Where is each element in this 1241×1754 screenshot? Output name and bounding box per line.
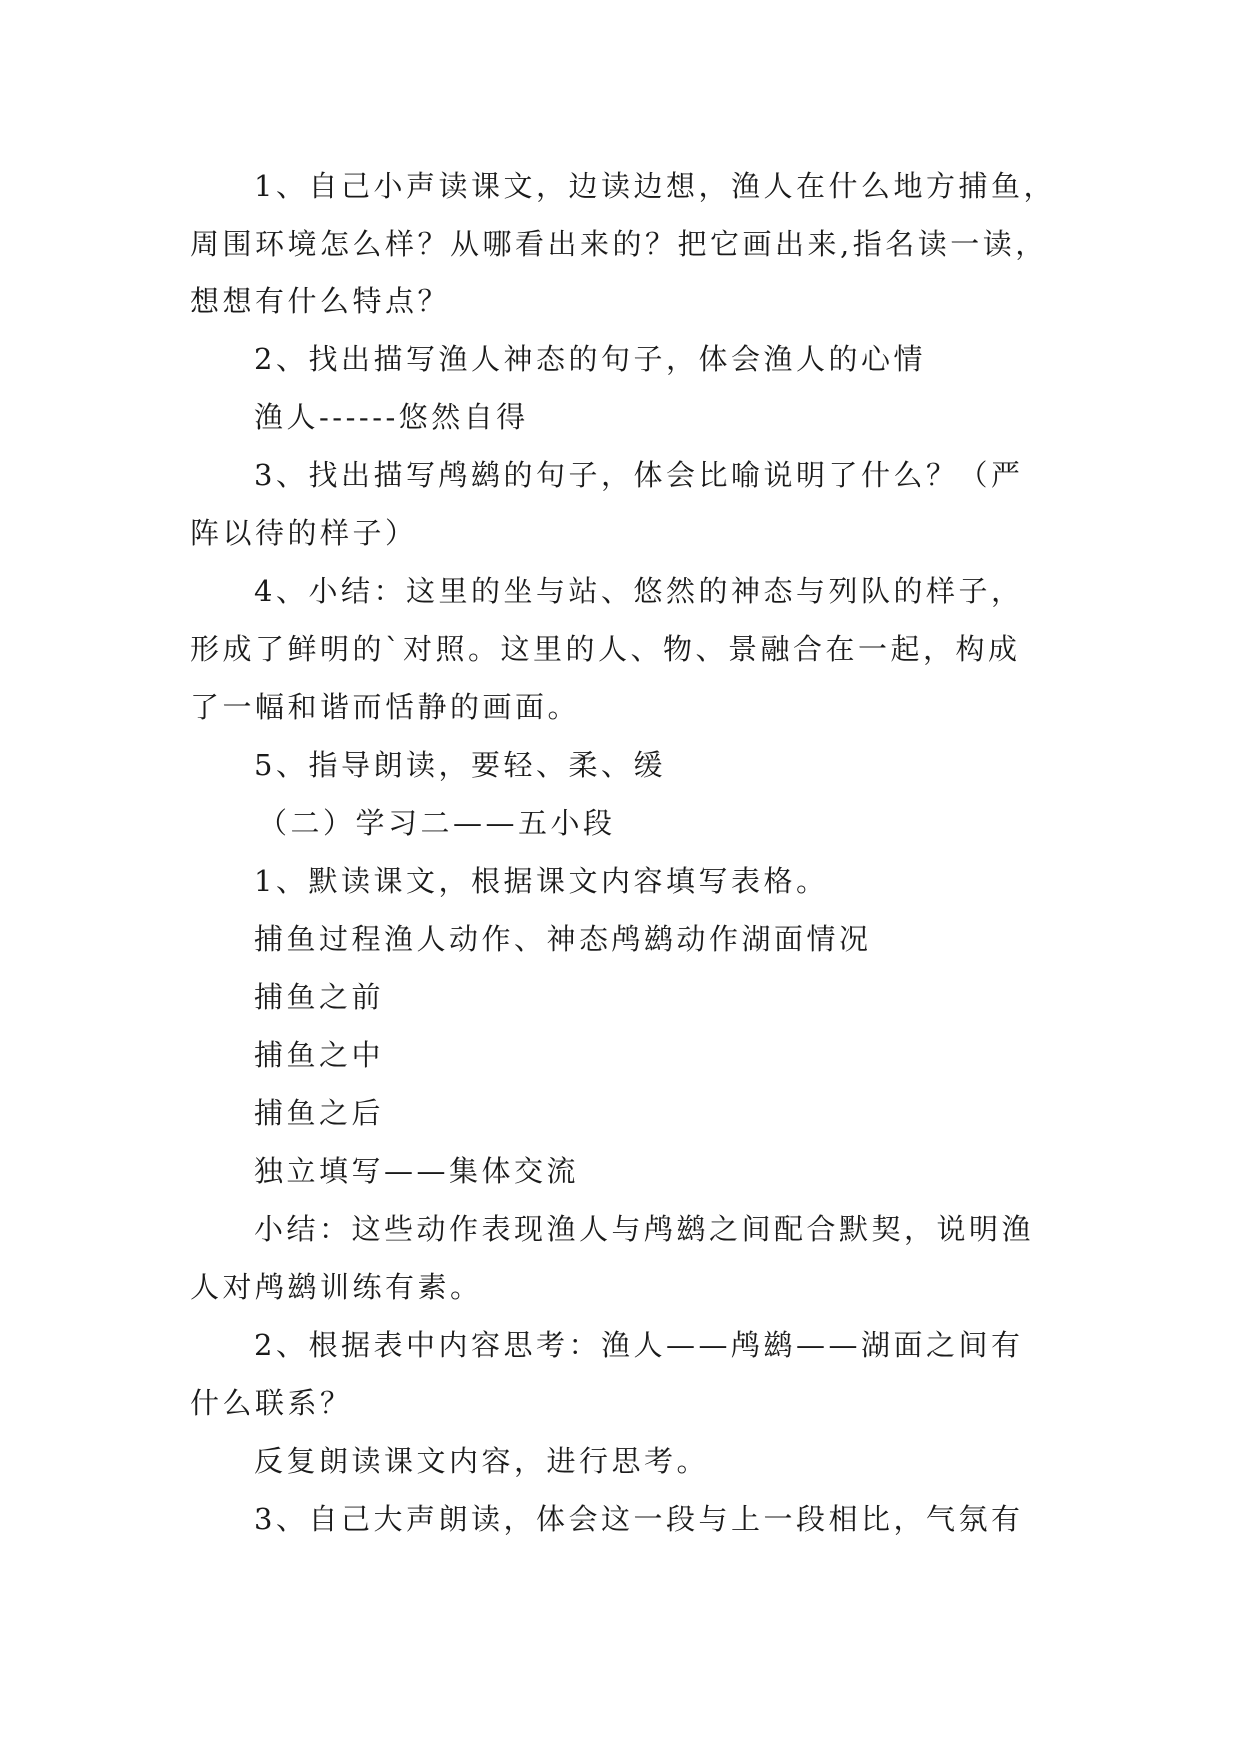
text-line: 什么联系？ (190, 1386, 353, 1420)
text-line: 2、根据表中内容思考：渔人——鸬鹚——湖面之间有 (254, 1328, 1024, 1362)
text-line: 周围环境怎么样？从哪看出来的？把它画出来,指名读一读， (190, 227, 1048, 261)
text-line: 人对鸬鹚训练有素。 (190, 1270, 483, 1304)
table-row-line: 捕鱼之后 (254, 1096, 385, 1130)
text-line: 3、自己大声朗读，体会这一段与上一段相比，气氛有 (254, 1502, 1024, 1536)
table-row-line: 捕鱼之前 (254, 980, 385, 1014)
text-line: 2、找出描写渔人神态的句子，体会渔人的心情 (254, 342, 926, 376)
text-line: 小结：这些动作表现渔人与鸬鹚之间配合默契，说明渔 (254, 1212, 1035, 1246)
text-line: 了一幅和谐而恬静的画面。 (190, 690, 581, 724)
text-line: 反复朗读课文内容，进行思考。 (254, 1444, 710, 1478)
text-line: 1、自己小声读课文，边读边想，渔人在什么地方捕鱼， (254, 169, 1056, 203)
text-line: 4、小结：这里的坐与站、悠然的神态与列队的样子， (254, 574, 1024, 608)
text-line: 想想有什么特点？ (190, 284, 451, 318)
text-line: 5、指导朗读，要轻、柔、缓 (254, 748, 666, 782)
text-line: 1、默读课文，根据课文内容填写表格。 (254, 864, 829, 898)
table-header-line: 捕鱼过程渔人动作、神态鸬鹚动作湖面情况 (254, 922, 872, 956)
text-line: 独立填写——集体交流 (254, 1154, 580, 1188)
text-line: 形成了鲜明的`对照。这里的人、物、景融合在一起，构成 (190, 632, 1021, 666)
text-line: 渔人------悠然自得 (254, 400, 529, 434)
table-row-line: 捕鱼之中 (254, 1038, 385, 1072)
text-line: 3、找出描写鸬鹚的句子，体会比喻说明了什么？（严 (254, 458, 1024, 492)
text-line: 阵以待的样子） (190, 516, 418, 550)
section-heading: （二）学习二——五小段 (258, 806, 616, 840)
